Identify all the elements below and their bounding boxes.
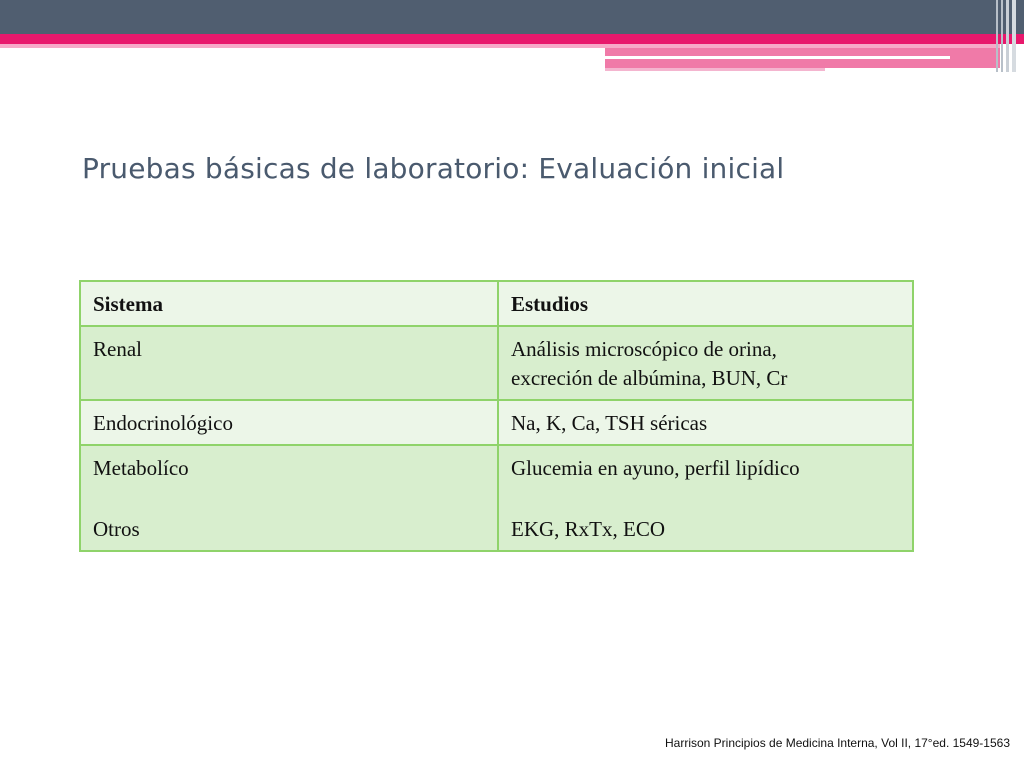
table-header-row bbox=[80, 281, 913, 326]
sistema-cell bbox=[80, 445, 498, 551]
decor-rail bbox=[1001, 0, 1003, 72]
column-header-sistema: Sistema bbox=[80, 281, 498, 326]
header-bar bbox=[0, 0, 1024, 34]
cell-spacer bbox=[511, 483, 900, 515]
table-row bbox=[80, 326, 913, 400]
header-accent-band bbox=[0, 34, 1024, 44]
estudios-cell bbox=[498, 400, 913, 445]
estudios-line: Glucemia en ayuno, perfil lipídico bbox=[511, 456, 800, 480]
slide-title: Pruebas básicas de laboratorio: Evaluación inicial bbox=[82, 152, 785, 185]
decor-rail bbox=[1006, 0, 1009, 72]
estudios-line: Na, K, Ca, TSH séricas bbox=[511, 411, 708, 435]
estudios-line: excreción de albúmina, BUN, Cr bbox=[511, 366, 788, 390]
header-accent-line bbox=[605, 56, 950, 59]
decor-rail bbox=[996, 0, 998, 72]
estudios-cell bbox=[498, 445, 913, 551]
table-row bbox=[80, 445, 913, 551]
estudios-line: EKG, RxTx, ECO bbox=[511, 517, 665, 541]
sistema-text: Metabolíco bbox=[93, 456, 189, 480]
cell-spacer bbox=[93, 483, 485, 515]
estudios-cell bbox=[498, 326, 913, 400]
source-citation: Harrison Principios de Medicina Interna, Vol II, 17°ed. 1549-1563 bbox=[665, 736, 1010, 750]
sistema-cell bbox=[80, 400, 498, 445]
decor-rail bbox=[1012, 0, 1016, 72]
sistema-text: Renal bbox=[93, 337, 142, 361]
lab-tests-table bbox=[79, 280, 914, 552]
table-row bbox=[80, 400, 913, 445]
sistema-cell bbox=[80, 326, 498, 400]
estudios-line: Análisis microscópico de orina, bbox=[511, 337, 777, 361]
sistema-text: Endocrinológico bbox=[93, 411, 233, 435]
sistema-text: Otros bbox=[93, 517, 140, 541]
column-header-estudios: Estudios bbox=[498, 281, 913, 326]
header-accent-underline bbox=[605, 68, 825, 71]
